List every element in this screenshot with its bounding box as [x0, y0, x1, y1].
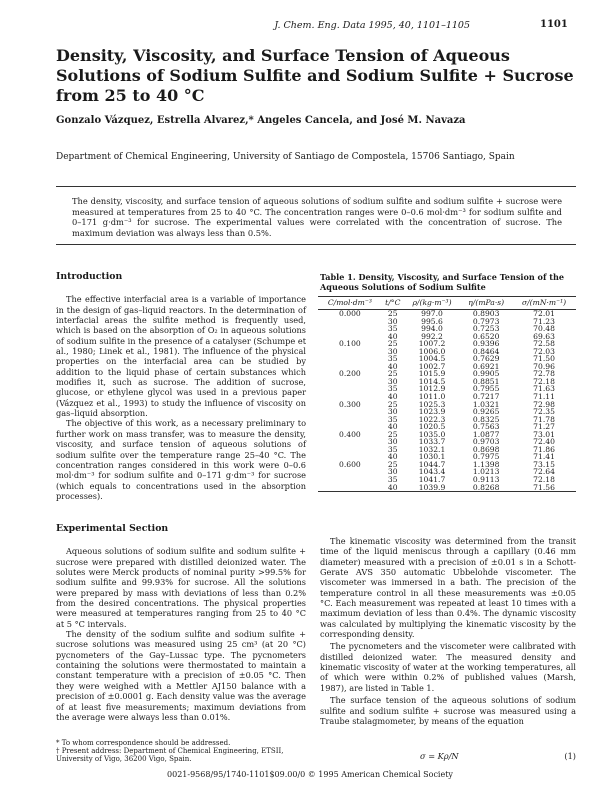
table-cell: 1.0877: [472, 429, 500, 439]
table-cell: 71.50: [533, 354, 555, 364]
table-cell: 71.41: [533, 452, 555, 462]
table-cell: 0.7629: [472, 354, 500, 364]
table-title: Table 1. Density, Viscosity, and Surface Tension of the Aqueous Solutions of Sodium Sulfite: [320, 272, 565, 292]
table-cell: [318, 385, 382, 393]
table-cell: 40: [387, 361, 398, 371]
table-body: [318, 310, 576, 492]
table-cell: 70.96: [533, 361, 555, 371]
table-cell: 0.6921: [472, 361, 500, 371]
table-cell: 1.0321: [472, 399, 500, 409]
table-header-cell: t/°C: [382, 297, 404, 310]
footnotes: [56, 739, 306, 763]
table-cell: 71.11: [533, 392, 555, 402]
table-cell: [318, 318, 382, 326]
table-cell: [318, 325, 382, 333]
table-cell: 0.7563: [472, 422, 500, 432]
table-cell: [318, 438, 382, 446]
table-cell: 73.01: [533, 429, 555, 439]
table-cell: 1041.7: [418, 475, 446, 485]
table-cell: 30: [387, 376, 398, 386]
table-cell: 35: [387, 324, 398, 334]
viscosity-paragraph: The kinematic viscosity was determined from the transit time of the liquid meniscus through a capillary (0.46 mm diameter) measured with a precision of ±0.01 s in a Schott-Gerate AVS 350 automatic Ubbelohde viscometer. The viscometer was immersed in a bath. The precision of the temperature control in all these measurements was ±0.05 °C. Each measurement was repeated at least 10 times with a maximum deviation of less than 0.4%. The dynamic viscosity was calculated by multiplying the kinematic viscosity by the corresponding density.: [320, 536, 576, 640]
journal-citation: J. Chem. Eng. Data 1995, 40, 1101–1105: [274, 20, 470, 31]
table-cell: 0.9265: [472, 407, 500, 417]
table-cell: 69.63: [533, 331, 555, 341]
table-cell: 0.600: [339, 459, 361, 469]
footnote-correspondence: * To whom correspondence should be addressed.: [56, 739, 231, 747]
table-cell: 73.15: [533, 459, 555, 469]
table-cell: 0.7217: [472, 392, 500, 402]
table-cell: 71.23: [533, 316, 555, 326]
data-table: [318, 296, 576, 492]
table-cell: 1.0213: [472, 467, 500, 477]
table-cell: 0.6520: [472, 331, 500, 341]
table-cell: 72.18: [533, 475, 555, 485]
table-cell: 71.78: [533, 414, 555, 424]
table-cell: 0.300: [339, 399, 361, 409]
table-cell: 72.03: [533, 346, 555, 356]
affiliation: Department of Chemical Engineering, University of Santiago de Compostela, 15706 Santiago, Spain: [56, 152, 515, 162]
table-cell: 0.400: [339, 429, 361, 439]
table-cell: 1023.9: [418, 407, 446, 417]
table-cell: 997.0: [421, 309, 443, 318]
table-cell: 0.9703: [472, 437, 500, 447]
table-cell: 72.58: [533, 339, 555, 349]
table-cell: 35: [387, 475, 398, 485]
surface-tension-paragraph: The surface tension of the aqueous solutions of sodium sulfite and sodium sulfite + sucrose was measured using a Traube stalagmometer, by means of the equation: [320, 695, 576, 726]
table-cell: 0.8851: [472, 376, 500, 386]
table-cell: 995.6: [421, 316, 443, 326]
introduction-paragraph-2: The objective of this work, as a necessary preliminary to further work on mass transfer, was to measure the density, viscosity, and surface tension of aqueous solutions of sodium sulfite over the temperature range 25–40 °C. The concentration ranges considered in this work were 0–0.6 mol·dm⁻³ for sodium sulfite and 0–171 g·dm⁻³ for sucrose (which equals to concentrations used in the absorption processes).: [56, 418, 306, 501]
table-cell: [318, 476, 382, 484]
table-cell: [318, 484, 382, 492]
abstract-top-rule: [56, 186, 576, 187]
table-cell: 40: [387, 331, 398, 341]
table-cell: 30: [387, 346, 398, 356]
table-cell: 35: [387, 384, 398, 394]
table-cell: 25: [387, 429, 398, 439]
table-cell: 1025.3: [418, 399, 446, 409]
table-cell: 1007.2: [418, 339, 446, 349]
table-cell: 0.8698: [472, 444, 500, 454]
table-cell: 0.8464: [472, 346, 500, 356]
table-cell: [318, 408, 382, 416]
equation-1: [320, 751, 576, 761]
page-number: 1101: [540, 19, 568, 30]
table-cell: 25: [387, 339, 398, 349]
paper-title: Density, Viscosity, and Surface Tension of Aqueous Solutions of Sodium Sulfite and Sodium Sulfite + Sucrose from 25 to 40 °C: [56, 46, 574, 105]
experimental-heading: Experimental Section: [56, 523, 169, 534]
table-cell: 1.1398: [472, 459, 500, 469]
experimental-section: [56, 524, 306, 722]
table-cell: 40: [382, 484, 404, 492]
equation-text: σ = Kρ/N: [420, 751, 459, 761]
table-cell: 1011.0: [418, 392, 446, 402]
table-cell: 1015.9: [418, 369, 446, 379]
table-cell: 1020.5: [418, 422, 446, 432]
table-cell: 35: [387, 354, 398, 364]
table-cell: 40: [387, 392, 398, 402]
table-cell: 1004.5: [418, 354, 446, 364]
table-cell: [318, 468, 382, 476]
table-cell: 1044.7: [418, 459, 446, 469]
table-cell: 30: [387, 316, 398, 326]
table-cell: 40: [387, 452, 398, 462]
table-cell: 0.9905: [472, 369, 500, 379]
table-cell: 30: [387, 437, 398, 447]
table-cell: 0.8268: [460, 484, 512, 492]
table-header-cell: C/mol·dm⁻³: [318, 297, 382, 310]
author-list: Gonzalo Vázquez, Estrella Alvarez,* Angeles Cancela, and José M. Navaza: [56, 115, 466, 126]
table-cell: 0.000: [339, 309, 361, 318]
table-cell: 72.78: [533, 369, 555, 379]
experimental-paragraph-2: The density of the sodium sulfite and sodium sulfite + sucrose solutions was measured using 25 cm³ (at 20 °C) pycnometers of the Gay–Lussac type. The pycnometers containing the solutions were thermostated to maintain a constant temperature with a precision of ±0.05 °C. Then they were weighed with a Mettler AJ150 balance with a precision of ±0.0001 g. Each density value was the average of at least five measurements; maximum deviations from the average were always less than 0.01%.: [56, 629, 306, 722]
table-cell: 25: [387, 399, 398, 409]
table-cell: 992.2: [421, 331, 443, 341]
table-cell: 1030.1: [418, 452, 446, 462]
table-cell: 72.40: [533, 437, 555, 447]
table-header-cell: ρ/(kg·m⁻³): [404, 297, 461, 310]
table-cell: [318, 355, 382, 363]
table-cell: 72.18: [533, 376, 555, 386]
experimental-paragraph-1: Aqueous solutions of sodium sulfite and sodium sulfite + sucrose were prepared with distilled deionized water. The solutes were Merck products of nominal purity >99.5% for sodium sulfite and 99.93% for sucrose. All the solutions were prepared by mass with deviations of less than 0.2% from the desired concentrations. The physical properties were measured at temperatures ranging from 25 to 40 °C at 5 °C intervals.: [56, 546, 306, 629]
calibration-paragraph: The pycnometers and the viscometer were calibrated with distilled deionized water. The measured density and kinematic viscosity of water at the working temperatures, all of which were within 0.2% of published values (Marsh, 1987), are listed in Table 1.: [320, 641, 576, 693]
table-cell: 35: [387, 444, 398, 454]
introduction-section: [56, 272, 306, 501]
table-cell: 1032.1: [418, 444, 446, 454]
table-cell: 1006.0: [418, 346, 446, 356]
footnote-present-address: † Present address: Department of Chemical Engineering, ETSII, University of Vigo, 36200 Vigo, Spain.: [56, 747, 284, 763]
table-cell: [318, 416, 382, 424]
table-cell: 71.86: [533, 444, 555, 454]
table-header-cell: η/(mPa·s): [460, 297, 512, 310]
table-cell: 72.35: [533, 407, 555, 417]
table-cell: [318, 348, 382, 356]
table-cell: 994.0: [421, 324, 443, 334]
table-cell: 30: [387, 467, 398, 477]
table-cell: 0.7955: [472, 384, 500, 394]
page-footer: 0021-9568/95/1740-1101$09.00/0 © 1995 American Chemical Society: [167, 770, 453, 779]
table-cell: [318, 378, 382, 386]
right-column-text: [320, 536, 576, 726]
table-cell: 72.01: [533, 309, 555, 318]
table-cell: 30: [387, 407, 398, 417]
table-cell: 1035.0: [418, 429, 446, 439]
introduction-heading: Introduction: [56, 271, 123, 282]
table-cell: 25: [387, 309, 398, 318]
table-cell: 0.7973: [472, 316, 500, 326]
table-row: [318, 484, 576, 492]
table-cell: 0.9396: [472, 339, 500, 349]
equation-number: (1): [564, 751, 576, 761]
table-cell: 35: [387, 414, 398, 424]
table-cell: 0.7975: [472, 452, 500, 462]
abstract: The density, viscosity, and surface tension of aqueous solutions of sodium sulfite and sodium sulfite + sucrose were measured at temperatures from 25 to 40 °C. The concentration ranges were 0–0.6 mol·dm⁻³ for sodium sulfite and 0–171 g·dm⁻³ for sucrose. The experimental values were correlated with the concentration of sucrose. The maximum deviation was always less than 0.5%.: [72, 196, 562, 238]
table-cell: 40: [387, 422, 398, 432]
table-cell: 1012.9: [418, 384, 446, 394]
table-header-cell: σ/(mN·m⁻¹): [512, 297, 576, 310]
table-cell: 70.48: [533, 324, 555, 334]
table-header-row: [318, 297, 576, 310]
table-cell: 0.100: [339, 339, 361, 349]
introduction-paragraph-1: The effective interfacial area is a variable of importance in the design of gas–liquid reactors. In the determination of interfacial areas the sulfite method is frequently used, which is based on the absorption of O₂ in aqueous solutions of sodium sulfite in the presence of a catalyser (Schumpe et al., 1980; Linek et al., 1981). The influence of the physical properties on the interfacial area can be studied by addition to the liquid phase of certain substances which modifies it, such as sucrose. The addition of sucrose, glucose, or ethylene glycol was used in a previous paper (Vázquez et al., 1993) to study the influence of viscosity on gas–liquid absorption.: [56, 294, 306, 419]
table-cell: 0.200: [339, 369, 361, 379]
table-cell: 1014.5: [418, 376, 446, 386]
table-cell: 25: [387, 369, 398, 379]
table-cell: 0.9113: [472, 475, 500, 485]
table-cell: 71.56: [512, 484, 576, 492]
table-cell: 0.8903: [472, 309, 500, 318]
table-cell: 72.64: [533, 467, 555, 477]
table-cell: 1033.7: [418, 437, 446, 447]
table-cell: 1039.9: [404, 484, 461, 492]
abstract-bottom-rule: [56, 244, 576, 245]
table-cell: 0.8325: [472, 414, 500, 424]
table-cell: 1022.3: [418, 414, 446, 424]
table-cell: 25: [387, 459, 398, 469]
table-cell: 71.63: [533, 384, 555, 394]
table-cell: 71.27: [533, 422, 555, 432]
table-cell: 1043.4: [418, 467, 446, 477]
table-cell: 0.7253: [472, 324, 500, 334]
table-cell: [318, 446, 382, 454]
table-cell: 1002.7: [418, 361, 446, 371]
table-cell: 72.98: [533, 399, 555, 409]
